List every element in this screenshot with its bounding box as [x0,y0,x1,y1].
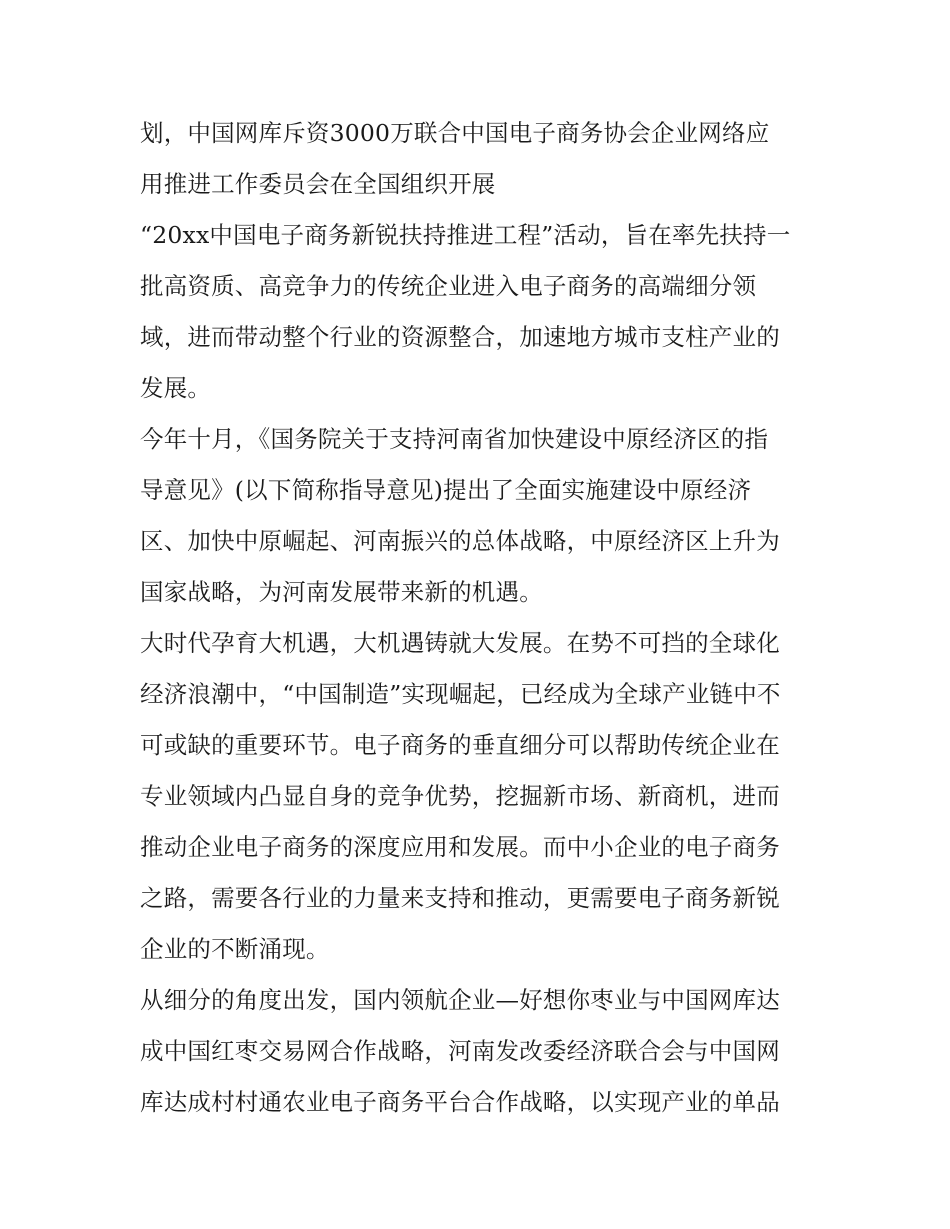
paragraph-5 [140,975,820,1128]
paragraph-1 [140,108,820,210]
text-line: 导意见》(以下简称指导意见)提出了全面实施建设中原经济 [140,476,752,504]
text-line: 用推进工作委员会在全国组织开展 [140,170,496,198]
text-line: 发展。 [140,374,212,402]
text-line: 批高资质、高竞争力的传统企业进入电子商务的高端细分领 [140,272,757,300]
text-line: 大时代孕育大机遇，大机遇铸就大发展。在势不可挡的全球化 [140,629,780,657]
text-line: 国家战略，为河南发展带来新的机遇。 [140,578,543,606]
text-line: 域，进而带动整个行业的资源整合，加速地方城市支柱产业的 [140,323,780,351]
text-line: 之路，需要各行业的力量来支持和推动，更需要电子商务新锐 [140,884,780,912]
text-line: “20xx中国电子商务新锐扶持推进工程”活动，旨在率先扶持一 [140,221,791,249]
text-line: 专业领域内凸显自身的竞争优势，挖掘新市场、新商机，进而 [140,782,780,810]
text-line: 库达成村村通农业电子商务平台合作战略，以实现产业的单品 [140,1088,780,1116]
paragraph-3 [140,414,820,618]
text-line: 划，中国网库斥资3000万联合中国电子商务协会企业网络应 [140,119,770,147]
text-line: 企业的不断涌现。 [140,935,330,963]
text-line: 区、加快中原崛起、河南振兴的总体战略，中原经济区上升为 [140,527,780,555]
text-line: 推动企业电子商务的深度应用和发展。而中小企业的电子商务 [140,833,780,861]
text-line: 从细分的角度出发，国内领航企业—好想你枣业与中国网库达 [140,986,780,1014]
paragraph-2 [140,210,820,414]
text-line: 成中国红枣交易网合作战略，河南发改委经济联合会与中国网 [140,1037,780,1065]
document-body [140,108,820,1128]
text-line: 今年十月，《国务院关于支持河南省加快建设中原经济区的指 [140,425,769,453]
paragraph-4 [140,618,820,975]
text-line: 可或缺的重要环节。电子商务的垂直细分可以帮助传统企业在 [140,731,780,759]
text-line: 经济浪潮中，“中国制造”实现崛起，已经成为全球产业链中不 [140,680,781,708]
